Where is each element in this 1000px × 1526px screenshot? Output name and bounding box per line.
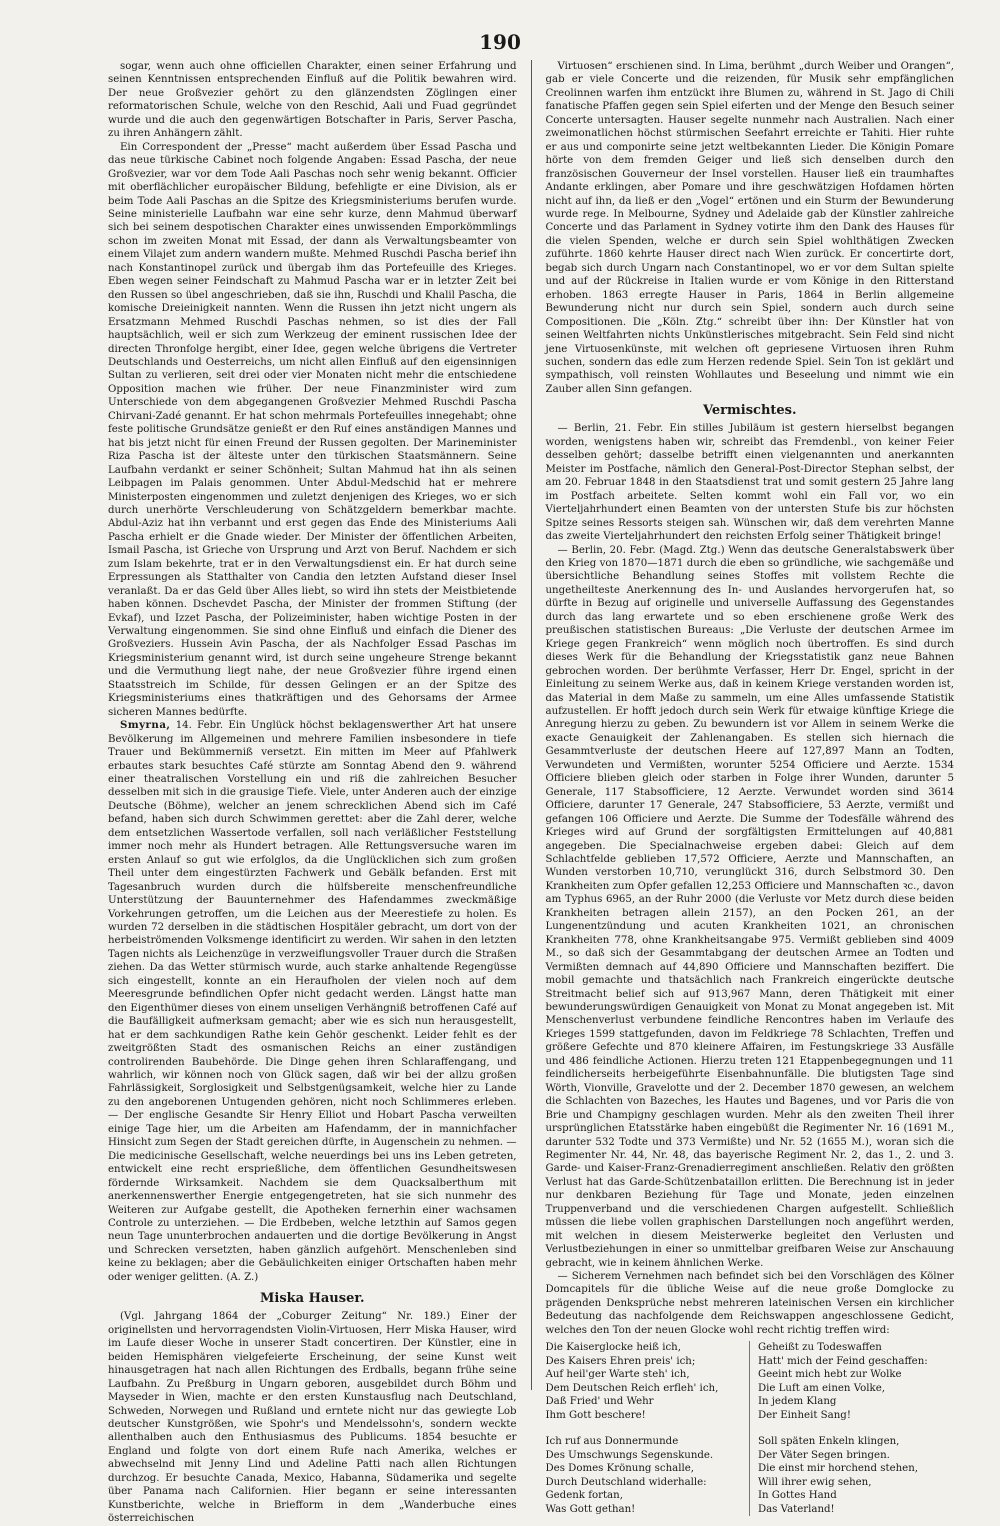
smyrna-dateline: Smyrna, [120,719,171,732]
smyrna-text: 14. Febr. Ein Unglück höchst beklagenswerther Art hat unsere Bevölkerung im Allgemeinen und mehrere Familien insbesondere in tiefe Trauer und Bekümmerniß versetzt. Ein mitten im Meer auf Pfahlwerk erbautes stark besuchtes Café stürzte am Sonntag Abend den 9. während einer theatralischen Vorstellung ein und riß die zahlreichen Besucher desselben mit sich in die grausige Tiefe. Viele, unter Anderen auch der einzige Deutsche (Böhme), welcher an jenem schrecklichen Abend sich im Café befand, haben sich durch Schwimmen gerettet: aber die Zahl derer, welche dem entsetzlichen Wassertode verfallen, soll nach verläßlicher Feststellung immer noch mehr als Hundert betragen. Alle Rettungsversuche waren im ersten Anlauf so gut wie erfolglos, da die Unglücklichen sich zum großen Theil unter dem eingestürzten Fachwerk und Gebälk befanden. Erst mit Tagesanbruch wurden durch die hülfsbereite menschenfreundliche Unterstützung der Bauunternehmer des Hafendammes zweckmäßige Vorkehrungen getroffen, um die Leichen aus der Meerestiefe zu holen. Es wurden 72 derselben in die städtischen Hospitäler gebracht, um dort von der herbeiströmenden Volksmenge identificirt zu werden. Wir sahen in den letzten Tagen nichts als Leichenzüge in verzweiflungsvoller Trauer durch die Straßen ziehen. Da das Wetter stürmisch wurde, auch starke anhaltende Regengüsse sich eingestellt, konnte an ein Heraufholen der vielen noch auf dem Meeresgrunde befindlichen Opfer nicht gedacht werden. Längst hatte man den Eigenthümer dieses von einem unseligen Verhängniß betroffenen Café auf die Baufälligkeit aufmerksam gemacht; aber wie es sich nun herausgestellt, hat er dem sachkundigen Rathe kein Gehör geschenkt. Leider fehlt es der zweitgrößten Stadt des osmanischen Reichs an einer zuständigen controlirenden Baubehörde. Die Dinge gehen ihren Schlaraffengang, und wahrlich, wir können noch von Glück sagen, daß wir bei der allzu großen Fahrlässigkeit, Sorglosigkeit und Selbstgenügsamkeit, welche hier zu Lande zu den angeborenen Untugenden gehören, nicht noch Schlimmeres erleben. — Der englische Gesandte Sir Henry Elliot und Hobart Pascha verweilten einige Tage hier, um die Arbeiten am Hafendamm, der in mannichfacher Hinsicht zum Segen der Stadt gereichen dürfte, in Augenschein zu nehmen. — Die medicinische Gesellschaft, welche neuerdings bei uns ins Leben getreten, entwickelt eine recht ersprießliche, dem öffentlichen Gesundheitswesen fördernde Wirksamkeit. Nachdem sie dem Quacksalberthum mit anerkennenswerther Energie entgegengetreten, hat sie sich nunmehr des Weiteren zur Aufgabe gestellt, die Apotheken fernerhin einer wachsamen Controle zu unterziehen. — Die Erdbeben, welche letzthin auf Samos gegen neun Tage ununterbrochen andauerten und die dortige Bevölkerung in Angst und Schrecken versetzten, haben gänzlich aufgehört. Menschenleben sind keine zu beklagen; aber die Gebäulichkeiten einiger Ortschaften haben mehr oder weniger gelitten. (A. Z.) [108,720,517,1283]
column-divider [531,60,532,1390]
poem-left: Die Kaiserglocke heiß ich, Des Kaisers Ehren preis' ich; Auf heil'ger Warte steh' ich, Dem Deutschen Reich erfleh' ich, Daß Fried' und Wehr Ihm Gott beschere! Ich ruf aus Donnermunde Des Umschwungs Segenskunde. Des Domes Krönung schalle, Durch Deutschland widerhalle: Gedenk fortan, Was Gott gethan! [545,1342,719,1515]
article-jubilaeum: — Berlin, 21. Febr. Ein stilles Jubiläum ist gestern hierselbst begangen worden, wenigstens haben wir, schreibt das Fremdenbl., von keiner Feier desselben gehört; dasselbe betrifft einen vielgenannten und anerkannten Meister im Postfache, nämlich den General-Post-Director Stephan selbst, der am 20. Februar 1848 in den Staatsdienst trat und somit gestern 25 Jahre lang im Postfach arbeitete. Selten kommt wohl ein Fall vor, wo ein Vierteljahrhundert einen Beamten von der untersten Stufe bis zur höchsten Spitze seines Ressorts steigen sah. Wünschen wir, daß dem verehrten Manne das zweite Vierteljahrhundert den reichsten Erfolg seiner Thätigkeit bringe! [545,423,955,543]
article-miska-hauser: (Vgl. Jahrgang 1864 der „Coburger Zeitung“ Nr. 189.) Einer der originellsten und hervorragendsten Violin-Virtuosen, Herr Miska Hauser, wird im Laufe dieser Woche in unserer Stadt concertiren. Der Künstler, eine in beiden Hemisphären vielgefeierte Erscheinung, der seine Kunst weit hinausgetragen hat nach allen Richtungen des Erdballs, begann frühe seine Laufbahn. Zu Preßburg in Ungarn geboren, ausgebildet durch Böhm und Mayseder in Wien, machte er den ersten Kunstausflug nach Deutschland, Schweden, Norwegen und Rußland und erntete nicht nur das gewiegte Lob deutscher Kunstgrößen, wie Spohr's und Mendelssohn's, sondern weckte allenthalben auch den Enthusiasmus des Publicums. 1854 besuchte er England und folgte von dort einem Rufe nach Amerika, welches er abwechselnd mit Jenny Lind und Adeline Patti nach allen Richtungen durchzog. Er besuchte Canada, Mexico, Habanna, Südamerika und segelte über Panama nach Californien. Hier begann er seine interessanten Kunstberichte, welche in Briefform in dem „Wanderbuche eines österreichischen [108,1311,517,1525]
article-kriegsverluste: — Berlin, 20. Febr. (Magd. Ztg.) Wenn das deutsche Generalstabswerk über den Krieg von 1870—1871 durch die eben so gründliche, wie sachgemäße und übersichtliche Behandlung seines Stoffes mit vollstem Rechte die ungetheilteste Anerkennung des In- und Auslandes hervorgerufen hat, so dürfte in Bezug auf originelle und universelle Auffassung des Gegenstandes durch das lang erwartete und so eben erschienene große Werk des preußischen statistischen Bureaus: „Die Verluste der deutschen Armee im Kriege gegen Frankreich“ wenn möglich noch übertroffen. Es sind durch dieses Werk für die Behandlung der Kriegsstatistik ganz neue Bahnen gebrochen worden. Der berühmte Verfasser, Herr Dr. Engel, spricht in der Einleitung zu seinem Werke aus, daß in keinem Kriege verstanden worden ist, das Material in dem Maße zu sammeln, um eine Alles umfassende Statistik aufzustellen. Er hofft jedoch durch sein Werk für etwaige künftige Kriege die Anregung hierzu zu geben. Zu bewundern ist vor Allem in seinem Werke die exacte Genauigkeit der Zahlenangaben. Es stellen sich hiernach die Gesammtverluste der deutschen Heere auf 127,897 Mann an Todten, Verwundeten und Vermißten, worunter 5254 Officiere und Aerzte. 1534 Officiere blieben gleich oder starben in Folge ihrer Wunden, darunter 5 Generale, 117 Stabsofficiere, 12 Aerzte. Verwundet worden sind 3614 Officiere, darunter 17 Generale, 247 Stabsofficiere, 53 Aerzte, vermißt und gefangen 106 Officiere und Aerzte. Die Summe der Todesfälle während des Krieges wird auf Grund der sorgfältigsten Ermittelungen auf 40,881 angegeben. Die Specialnachweise ergeben dabei: Gleich auf dem Schlachtfelde geblieben 17,572 Officiere, Aerzte und Mannschaften, an Wunden verstorben 10,710, verunglückt 316, durch Selbstmord 30. Den Krankheiten zum Opfer gefallen 12,253 Officiere und Mannschaften ꝛc., davon am Typhus 6965, an der Ruhr 2000 (die Verluste vor Metz durch diese beiden Krankheiten betragen allein 2157), an den Pocken 261, an der Lungenentzündung und acuten Krankheiten 1021, an chronischen Krankheiten 778, ohne Krankheitsangabe 975. Vermißt geblieben sind 4009 M., so daß sich der Gesammtabgang der deutschen Armee an Todten und Vermißten demnach auf 44,890 Officiere und Mannschaften beziffert. Die mobil gemachte und thatsächlich nach Frankreich eingerückte deutsche Streitmacht belief sich auf 913,967 Mann, deren Thätigkeit mit einer bewunderungswürdigen Genauigkeit von Monat zu Monat angegeben ist. Mit Menschenverlust verbundene feindliche Rencontres haben im Verlaufe des Krieges 1599 stattgefunden, davon im Feldkriege 78 Schlachten, Treffen und größere Gefechte und 870 kleinere Affairen, im Festungskriege 33 Ausfälle und 486 feindliche Actionen. Hierzu treten 121 Etappenbegegnungen und 11 feindlicherseits herbeigeführte Eisenbahnunfälle. Die blutigsten Tage sind Wörth, Vionville, Gravelotte und der 2. December 1870 gewesen, an welchem die Schlachten von Bazeches, les Hautes und Bagenes, und vor Paris die von Brie und Champigny geschlagen wurden. Mehr als den zweiten Theil ihrer ursprünglichen Etatsstärke haben eingebüßt die Regimenter Nr. 16 (1691 M., darunter 532 Todte und 373 Vermißte) und Nr. 52 (1655 M.), woran sich die Regimenter Nr. 44, Nr. 48, das bayerische Regiment Nr. 2, das 1., 2. und 3. Garde- und Kaiser-Franz-Grenadierregiment anschließen. Relativ den größten Verlust hat das Garde-Schützenbataillon erlitten. Die Berechnung ist in jeder nur denkbaren Beziehung für Tage und Monate, jeden einzelnen Truppenverband und die verschiedenen Chargen aufgestellt. Schließlich müssen die liebe vollen graphischen Darstellungen noch angeführt werden, mit welchen in diesem Meisterwerke begleitet den Verlusten und Verlustbeziehungen in einer so unmittelbar greifbaren Weise zur Anschauung gebracht, wie in keinem ähnlichen Werke. [545,544,955,1269]
column-right [545,60,955,1515]
article-grand-vizier-2: Ein Correspondent der „Presse“ macht außerdem über Essad Pascha und das neue türkische Cabinet noch folgende Angaben: Essad Pascha, der neue Großvezier, war vor dem Tode Aali Paschas noch sehr wenig bekannt. Officier mit oberflächlicher europäischer Bildung, befehligte er eine Division, als er beim Tode Aali Paschas an die Spitze des Kriegsministeriums berufen wurde. Seine ministerielle Laufbahn war eine sehr kurze, denn Mahmud überwarf sich bei seinem despotischen Charakter eines unwissenden Emporkömmlings schon im zweiten Monat mit Essad, der dann als Verwaltungsbeamter von einem Vilajet zum andern wandern mußte. Mehmed Ruschdi Pascha berief ihn nach Konstantinopel zurück und übergab ihm das Portefeuille des Krieges. Eben wegen seiner Feindschaft zu Mahmud Pascha war er in letzter Zeit bei den Russen so übel angeschrieben, daß sie ihn, Ruschdi und Khalil Pascha, die komische Dreieinigkeit nannten. Wenn die Russen ihn jetzt nicht ungern als Ersatzmann Mehmed Ruschdi Paschas nehmen, so ist dies der Fall hauptsächlich, weil er sich zum Werkzeug der eminent russischen Idee der directen Thronfolge hergibt, einer Idee, gegen welche übrigens die Vertreter Deutschlands und Oesterreichs, um nicht allen Einfluß auf den eigensinnigen Sultan zu verlieren, seit drei oder vier Monaten nicht mehr die entschiedene Opposition machen wie früher. Der neue Finanzminister wird zum Unterschiede von dem abgegangenen Großvezier Mehmed Ruschdi Pascha Chirvani-Zadé genannt. Er hat schon mehrmals Portefeuilles innegehabt; ohne feste politische Grundsätze genießt er den Ruf eines anständigen Mannes und hat bis jetzt nicht für einen Freund der Russen gegolten. Der Marineminister Riza Pascha ist der älteste unter den türkischen Staatsmännern. Seine Laufbahn verdankt er seiner Schönheit; Sultan Mahmud hat ihn als seinen Leibpagen im Palais genommen. Unter Abdul-Medschid hat er mehrere Ministerposten eingenommen und zuletzt denjenigen des Krieges, wo er sich durch unerhörte Verschleuderung von Schätzgeldern bemerkbar machte. Abdul-Aziz hat ihn verbannt und erst gegen das Ende des Ministeriums Aali Pascha erhielt er die Gnade wieder. Der Minister der öffentlichen Arbeiten, Ismail Pascha, ist Grieche von Ursprung und Arzt von Beruf. Nachdem er sich zum Islam bekehrte, trat er in den Verwaltungsdienst ein. Er hat durch seine Erpressungen als Statthalter von Candia den letzten Aufstand dieser Insel veranlaßt. Da er das Geld über Alles liebt, so wird ihn stets der Meistbietende haben können. Dschevdet Pascha, der Minister der frommen Stiftung (der Evkaf), und Izzet Pascha, der Polizeiminister, haben wichtige Posten in der Verwaltung eingenommen. Sie sind ohne Einfluß und einfach die Diener des Großveziers. Hussein Avin Pascha, der als Nachfolger Essad Paschas im Kriegsministerium genannt wird, ist durch seine ungeheure Strenge bekannt und die Vermuthung liegt nahe, der neue Großvezier führe irgend einen Staatsstreich im Schilde, für dessen Gelingen er an der Spitze des Kriegsministeriums eines thatkräftigen und des Gehorsams der Armee sicheren Mannes bedürfte. [108,141,517,718]
article-grand-vizier-1: sogar, wenn auch ohne officiellen Charakter, einen seiner Erfahrung und seinen Kenntnissen entsprechenden Einfluß auf die Politik bewahren wird. Der neue Großvezier gehört zu den glänzendsten Zöglingen einer reformatorischen Schule, welche von den Reschid, Aali und Fuad gegründet wurde und die auch den gegenwärtigen Botschafter in Paris, Server Pascha, zu ihren Anhängern zählt. [108,61,517,140]
heading-vermischtes: Vermischtes. [703,403,797,419]
article-domglocke: — Sicherem Vernehmen nach befindet sich bei den Vorschlägen des Kölner Domcapitels für die übliche Weise auf die neue große Domglocke zu prägenden Denksprüche nebst mehreren lateinischen Versen ein kirchlicher Bedeutung das nachfolgende dem Reichswappen angeschlossene Gedicht, welches den Ton der neuen Glocke wohl recht richtig treffen wird: [545,1271,955,1336]
poem-right: Geheißt zu Todeswaffen Hatt' mich der Feind geschaffen: Geeint mich hebt zur Wolke Die Luft am einen Volke, In jedem Klang Der Einheit Sang! Soll späten Enkeln klingen, Der Väter Segen bringen. Die einst mir horchend stehen, Will ihrer ewig sehen, In Gottes Hand Das Vaterland! [749,1341,954,1516]
article-miska-hauser-cont: Virtuosen“ erschienen sind. In Lima, berühmt „durch Weiber und Orangen“, gab er viele Concerte und die reizenden, für Musik sehr empfänglichen Creolinnen warfen ihm entzückt ihre Blumen zu, während in St. Jago di Chili fanatische Pfaffen gegen sein Spiel eiferten und der Menge den Besuch seiner Concerte untersagten. Hauser segelte nunmehr nach Australien. Nach einer zweimonatlichen höchst stürmischen Seefahrt erreichte er Tahiti. Hier ruhte er aus und componirte seine jetzt weltbekannten Lieder. Die Königin Pomare hörte von dem fremden Geiger und ließ sich denselben durch den französischen Gouverneur der Insel vorstellen. Hauser ließ ein traumhaftes Andante erklingen, aber Pomare und ihre geschwätzigen Hofdamen hörten nicht auf ihn, da ließ er den „Vogel“ ertönen und ein Sturm der Bewunderung wurde rege. In Melbourne, Sydney und Adelaide gab der Künstler zahlreiche Concerte und das Parlament in Sydney votirte ihm den Dank des Hauses für die vielen Spenden, welche er durch sein Spiel wohlthätigen Zwecken zuführte. 1860 kehrte Hauser direct nach Wien zurück. Er concertirte dort, begab sich durch Ungarn nach Constantinopel, wo er vor dem Sultan spielte und auf der Rückreise in Italien wurde er vom Könige in den Ritterstand erhoben. 1863 erregte Hauser in Paris, 1864 in Berlin allgemeine Bewunderung nicht nur durch sein Spiel, sondern auch durch seine Compositionen. Die „Köln. Ztg.“ schreibt über ihn: Der Künstler hat von seinen Weltfahrten nichts Unkünstlerisches mitgebracht. Sein Feld sind nicht jene Virtuosenkünste, mit welchen oft gepriesene Virtuosen ihren Ruhm suchen, sondern das edle zum Herzen redende Spiel. Sein Ton ist geklärt und sympathisch, voll reinsten Wohllautes und Beseelung und nimmt wie ein Zauber allen Sinn gefangen. [545,61,955,395]
columns [108,60,955,1525]
page-number: 190 [479,30,521,54]
column-left [108,60,517,1525]
article-smyrna [108,719,517,1284]
poem [546,1341,955,1516]
heading-miska-hauser: Miska Hauser. [259,1291,365,1307]
